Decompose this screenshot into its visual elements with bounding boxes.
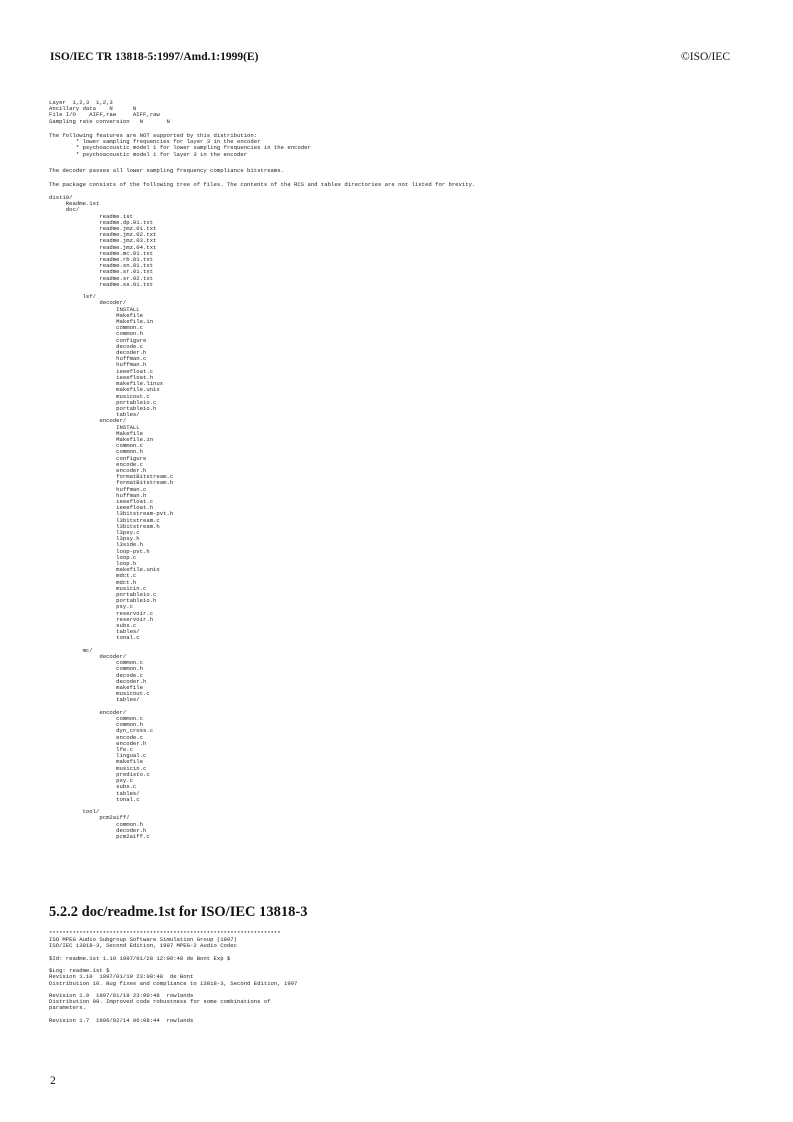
section-heading: 5.2.2 doc/readme.1st for ISO/IEC 13818-3 <box>49 904 308 920</box>
unsupported-features-list: The following features are NOT supported by this distribution: * lower sampling frequencies for layer 3 in the encoder * psychoacoustic model 1 for lower sampling frequencies in the encoder * psychoacoustic model 1 for layer 3 in the encoder <box>49 132 311 158</box>
file-tree-listing: dist10/ Readme.1st doc/ readme.1st readme.dp.01.txt readme.jmz.01.txt readme.jmz.02.txt readme.jmz.03.txt readme.jmz.04.txt readme.mc.01.txt readme.rb.01.txt readme.sn.01.txt readme.sr.01.txt readme.sr.02.txt readme.ss.01.txt lsf/ decoder/ INSTALL Makefile Makefile.in common.c common.h configure decode.c decoder.h huffman.c huffman.h ieeefloat.c ieeefloat.h makefile.linux makefile.unix musicout.c portableio.c portableio.h tables/ encoder/ INSTALL Makefile Makefile.in common.c common.h configure encode.c encoder.h formatBitstream.c formatBitstream.h huffman.c huffman.h ieeefloat.c ieeefloat.h l3bitstream-pvt.h l3bitstream.c l3bitstream.h l3psy.c l3psy.h l3side.h loop-pvt.h loop.c loop.h makefile.unix mdct.c mdct.h musicin.c portableio.c portableio.h psy.c reservoir.c reservoir.h subs.c tables/ tonal.c mc/ decoder/ common.c common.h decode.c decoder.h makefile musicout.c tables/ encoder/ common.c common.h dyn_cross.c encode.c encoder.h lfe.c lingual.c makefile musicin.c predisto.c psy.c subs.c tables/ tonal.c tool/ pcm2aiff/ common.h decoder.h pcm2aiff.c <box>49 194 174 840</box>
page-number: 2 <box>50 1075 56 1087</box>
readme-listing: ********************************************************************* ISO MPEG Audio Subgroup Software Simulation Group (1997) ISO/IEC 13818-3, Second Edition, 1997 MPEG-2 Audio Codec $Id: readme.1st 1.10 1997/01/28 12:00:48 de Bont Exp $ $Log: readme.1st $ Revision 1.10 1997/01/19 23:00:48 de Bont Distribution 10. Bug fixes and compliance to 13818-3, Second Edition, 1997 Revision 1.9 1997/01/19 23:00:48 rowlands Distribution 09. Improved code robustness for some combinations of parameters. Revision 1.7 1996/02/14 06:08:44 rowlands <box>49 930 298 1024</box>
package-description: The package consists of the following tree of files. The contents of the RCS and tables directories are not listed for brevity. <box>49 181 476 188</box>
copyright-notice: ©ISO/IEC <box>681 51 730 63</box>
document-id: ISO/IEC TR 13818-5:1997/Amd.1:1999(E) <box>50 51 259 63</box>
features-table: Layer 1,2,3 1,2,3 Ancillary data N N File I/O AIFF,raw AIFF,raw Sampling rate conversion N N <box>49 99 170 125</box>
decoder-compliance-note: The decoder passes all lower sampling frequency compliance bitstreams. <box>49 167 284 174</box>
